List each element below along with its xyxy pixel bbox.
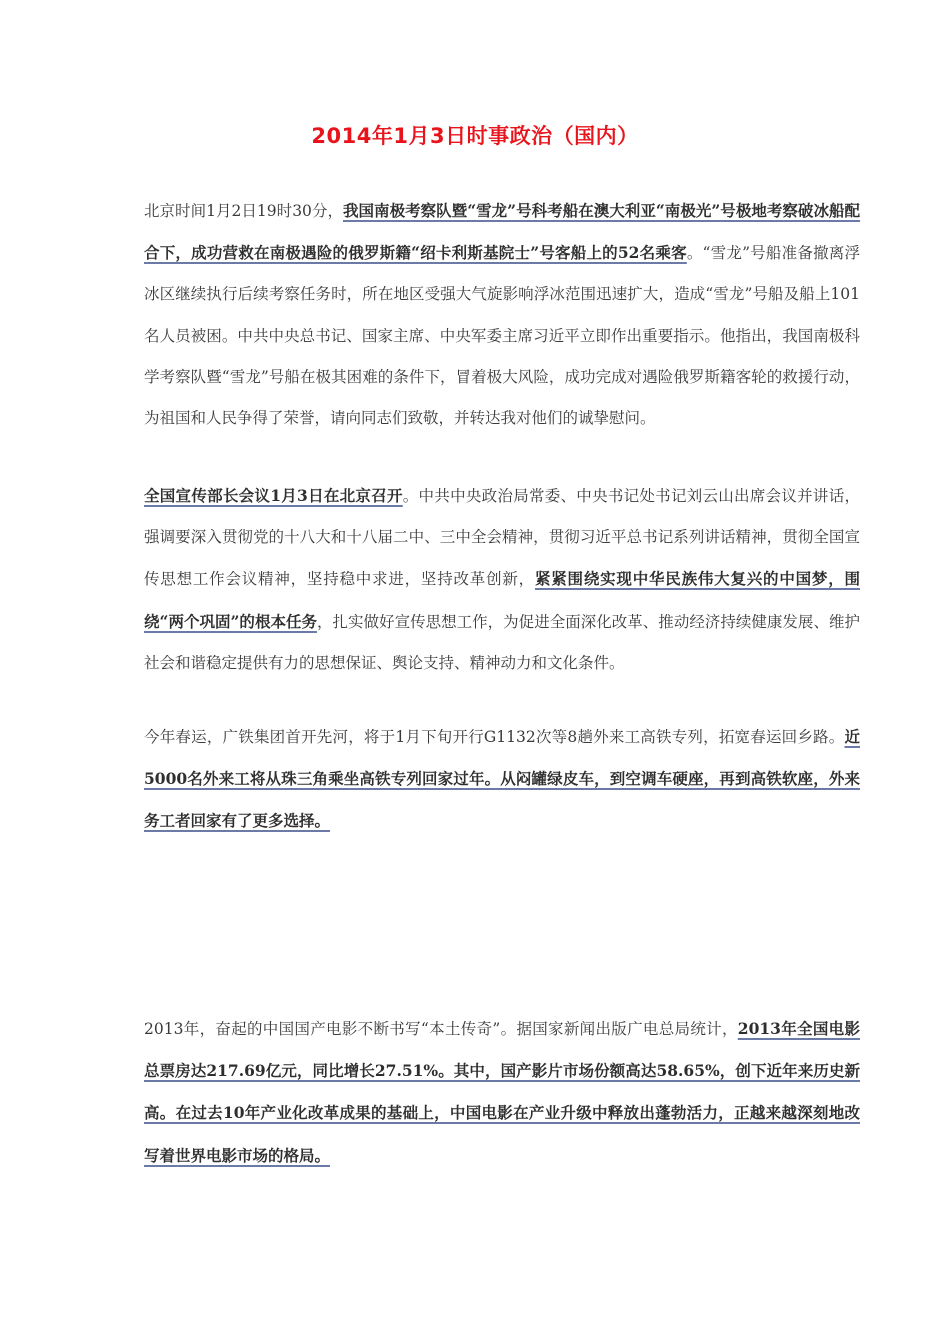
highlighted-text: 我国南极考察队暨“雪龙”号科考船在澳大利亚“南极光”号极地考察破冰船配合下，成功营救在南极遇险的俄罗斯籍“绍卡利斯基院士”号客船上的52名乘客 bbox=[144, 201, 861, 263]
paragraph-text: 2013年，奋起的中国国产电影不断书写“本土传奇”。据国家新闻出版广电总局统计， bbox=[144, 1020, 738, 1038]
paragraph-text: 。“雪龙”号船准备撤离浮冰区继续执行后续考察任务时，所在地区受强大气旋影响浮冰范围迅速扩大，造成“雪龙”号船及船上101名人员被困。中共中央总书记、国家主席、中央军委主席习近平立即作出重要指示。他指出，我国南极科学考察队暨“雪龙”号船在极其困难的条件下，冒着极大风险，成功完成对遇险俄罗斯籍客轮的救援行动，为祖国和人民争得了荣誉，请向同志们致敬，并转达我对他们的诚挚慰问。 bbox=[144, 244, 860, 428]
paragraph-text: 。中共中央政治局常委、中央书记处书记刘云山出席会议并讲话，强调要深入贯彻党的十八大和十八届二中、三中全会精神，贯彻习近平总书记系列讲话精神，贯彻全国宣传思想工作会议精神，坚持稳中求进，坚持改革创新， bbox=[144, 487, 860, 589]
paragraph-propaganda-meeting bbox=[144, 475, 860, 684]
paragraph-antarctic-rescue bbox=[144, 190, 860, 439]
paragraph-text: ，扎实做好宣传思想工作，为促进全面深化改革、推动经济持续健康发展、维护社会和谐稳定提供有力的思想保证、舆论支持、精神动力和文化条件。 bbox=[144, 612, 860, 672]
paragraph-text: 今年春运，广铁集团首开先河，将于1月下旬开行G1132次等8趟外来工高铁专列，拓宽春运回乡路。 bbox=[144, 728, 845, 746]
paragraph-spring-festival-trains bbox=[144, 716, 860, 843]
highlighted-text: 近5000名外来工将从珠三角乘坐高铁专列回家过年。从闷罐绿皮车，到空调车硬座，再到高铁软座，外来务工者回家有了更多选择。 bbox=[144, 727, 860, 831]
paragraph-text: 北京时间1月2日19时30分， bbox=[144, 202, 343, 220]
paragraph-film-box-office bbox=[144, 1008, 860, 1177]
highlighted-text: 全国宣传部长会议1月3日在北京召开 bbox=[144, 486, 403, 505]
page-title: 2014年1月3日时事政治（国内） bbox=[311, 124, 639, 148]
highlighted-text: 2013年全国电影总票房达217.69亿元，同比增长27.51%。其中，国产影片市场份额高达58.65%，创下近年来历史新高。在过去10年产业化改革成果的基础上，中国电影在产业升级中释放出蓬勃活力，正越来越深刻地改写着世界电影市场的格局。 bbox=[144, 1019, 860, 1165]
highlighted-text: 紧紧围绕实现中华民族伟大复兴的中国梦，围绕“两个巩固”的根本任务 bbox=[144, 569, 860, 631]
